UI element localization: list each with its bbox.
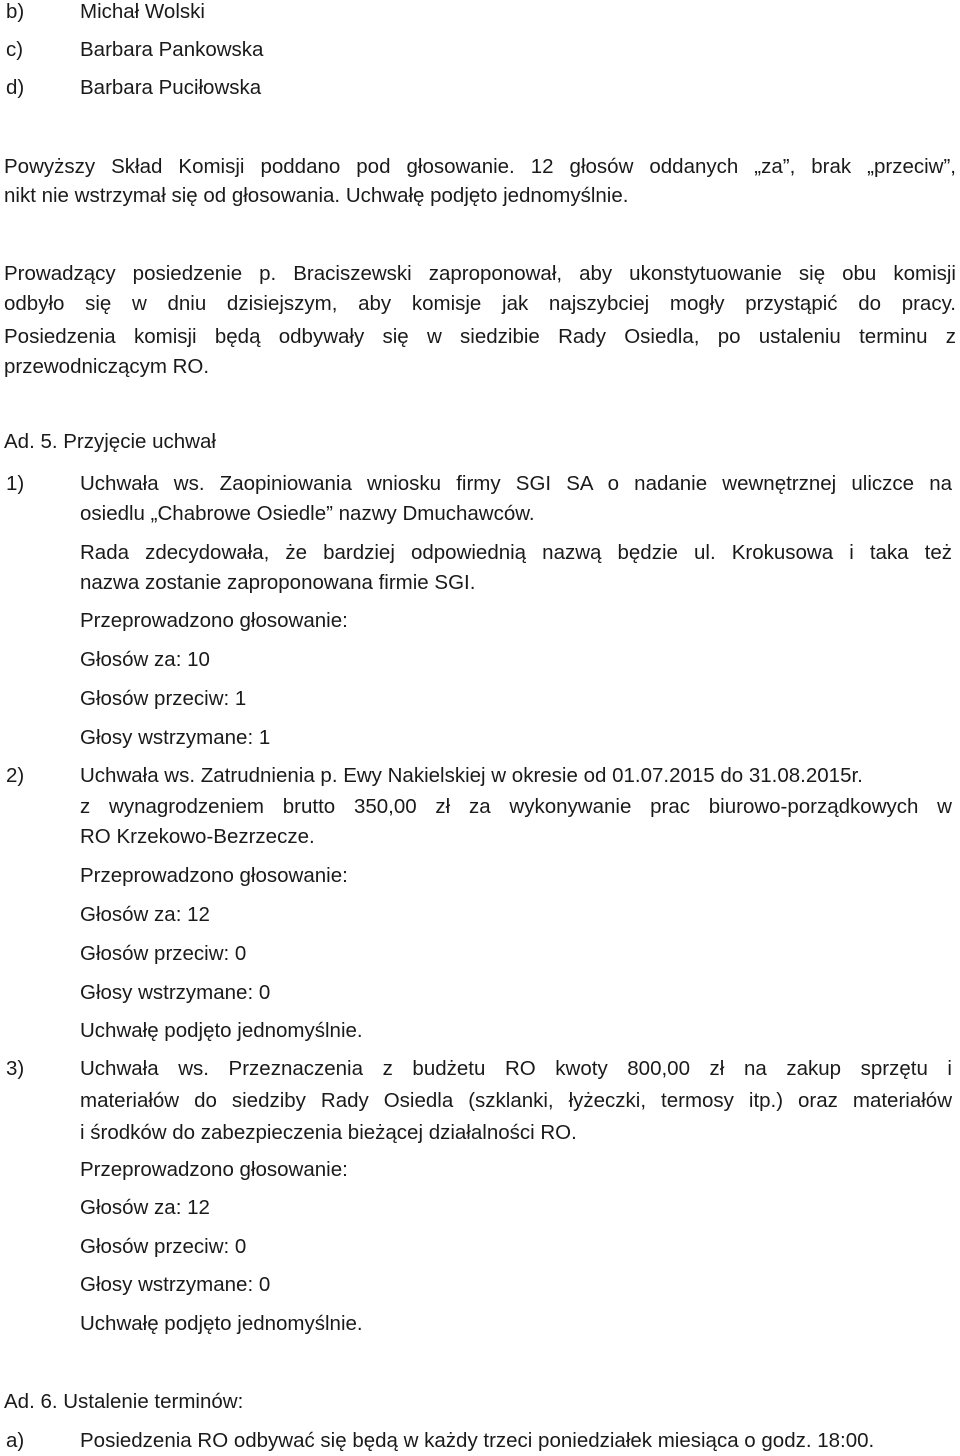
vote-line: Głosy wstrzymane: 0: [80, 1273, 271, 1296]
paragraph-line: Powyższy Skład Komisji poddano pod głosowanie. 12 głosów oddanych „za”, brak „przeciw”,: [4, 155, 956, 178]
list-marker: b): [6, 0, 25, 23]
list-marker: a): [6, 1429, 25, 1452]
resolution-title-line: i środków do zabezpieczenia bieżącej działalności RO.: [80, 1121, 577, 1144]
section-heading: Ad. 6. Ustalenie terminów:: [4, 1390, 244, 1413]
paragraph-line: Prowadzący posiedzenie p. Braciszewski zaproponował, aby ukonstytuowanie się obu komisji: [4, 262, 956, 285]
paragraph-line: przewodniczącym RO.: [4, 355, 210, 378]
resolution-note-line: Rada zdecydowała, że bardziej odpowiednią nazwą będzie ul. Krokusowa i taka też: [80, 541, 952, 564]
resolution-note-line: nazwa zostanie zaproponowana firmie SGI.: [80, 571, 476, 594]
vote-line: Głosy wstrzymane: 0: [80, 981, 271, 1004]
resolution-title-line: z wynagrodzeniem brutto 350,00 zł za wykonywanie prac biurowo-porządkowych w: [80, 795, 952, 818]
resolution-title-line: Uchwała ws. Przeznaczenia z budżetu RO kwoty 800,00 zł na zakup sprzętu i: [80, 1057, 952, 1080]
list-marker: c): [6, 38, 24, 61]
vote-line: Uchwałę podjęto jednomyślnie.: [80, 1312, 363, 1335]
list-marker: 1): [6, 472, 25, 495]
paragraph-line: Posiedzenia komisji będą odbywały się w siedzibie Rady Osiedla, po ustaleniu terminu z: [4, 325, 956, 348]
vote-line: Przeprowadzono głosowanie:: [80, 609, 348, 632]
vote-line: Przeprowadzono głosowanie:: [80, 864, 348, 887]
resolution-title-line: osiedlu „Chabrowe Osiedle” nazwy Dmuchawców.: [80, 502, 535, 525]
candidate-name: Michał Wolski: [80, 0, 205, 23]
vote-line: Głosów za: 12: [80, 903, 210, 926]
vote-line: Głosów przeciw: 1: [80, 687, 247, 710]
vote-line: Głosów za: 12: [80, 1196, 210, 1219]
vote-line: Głosy wstrzymane: 1: [80, 726, 271, 749]
list-marker: 2): [6, 764, 25, 787]
vote-line: Przeprowadzono głosowanie:: [80, 1158, 348, 1181]
candidate-name: Barbara Puciłowska: [80, 76, 262, 99]
resolution-title-line: RO Krzekowo-Bezrzecze.: [80, 825, 315, 848]
resolution-title-line: materiałów do siedziby Rady Osiedla (szklanki, łyżeczki, termosy itp.) oraz materiałów: [80, 1089, 952, 1112]
resolution-title-line: Uchwała ws. Zatrudnienia p. Ewy Nakielskiej w okresie od 01.07.2015 do 31.08.2015r.: [80, 764, 863, 787]
vote-line: Głosów przeciw: 0: [80, 1235, 247, 1258]
vote-line: Głosów za: 10: [80, 648, 210, 671]
paragraph-line: nikt nie wstrzymał się od głosowania. Uchwałę podjęto jednomyślnie.: [4, 184, 629, 207]
resolution-title-line: Uchwała ws. Zaopiniowania wniosku firmy SGI SA o nadanie wewnętrznej uliczce na: [80, 472, 952, 495]
term-text: Posiedzenia RO odbywać się będą w każdy trzeci poniedziałek miesiąca o godz. 18:00.: [80, 1429, 875, 1452]
vote-line: Głosów przeciw: 0: [80, 942, 247, 965]
paragraph-line: odbyło się w dniu dzisiejszym, aby komisje jak najszybciej mogły przystąpić do pracy.: [4, 292, 956, 315]
list-marker: d): [6, 76, 25, 99]
candidate-name: Barbara Pankowska: [80, 38, 264, 61]
section-heading: Ad. 5. Przyjęcie uchwał: [4, 430, 216, 453]
list-marker: 3): [6, 1057, 25, 1080]
vote-line: Uchwałę podjęto jednomyślnie.: [80, 1019, 363, 1042]
